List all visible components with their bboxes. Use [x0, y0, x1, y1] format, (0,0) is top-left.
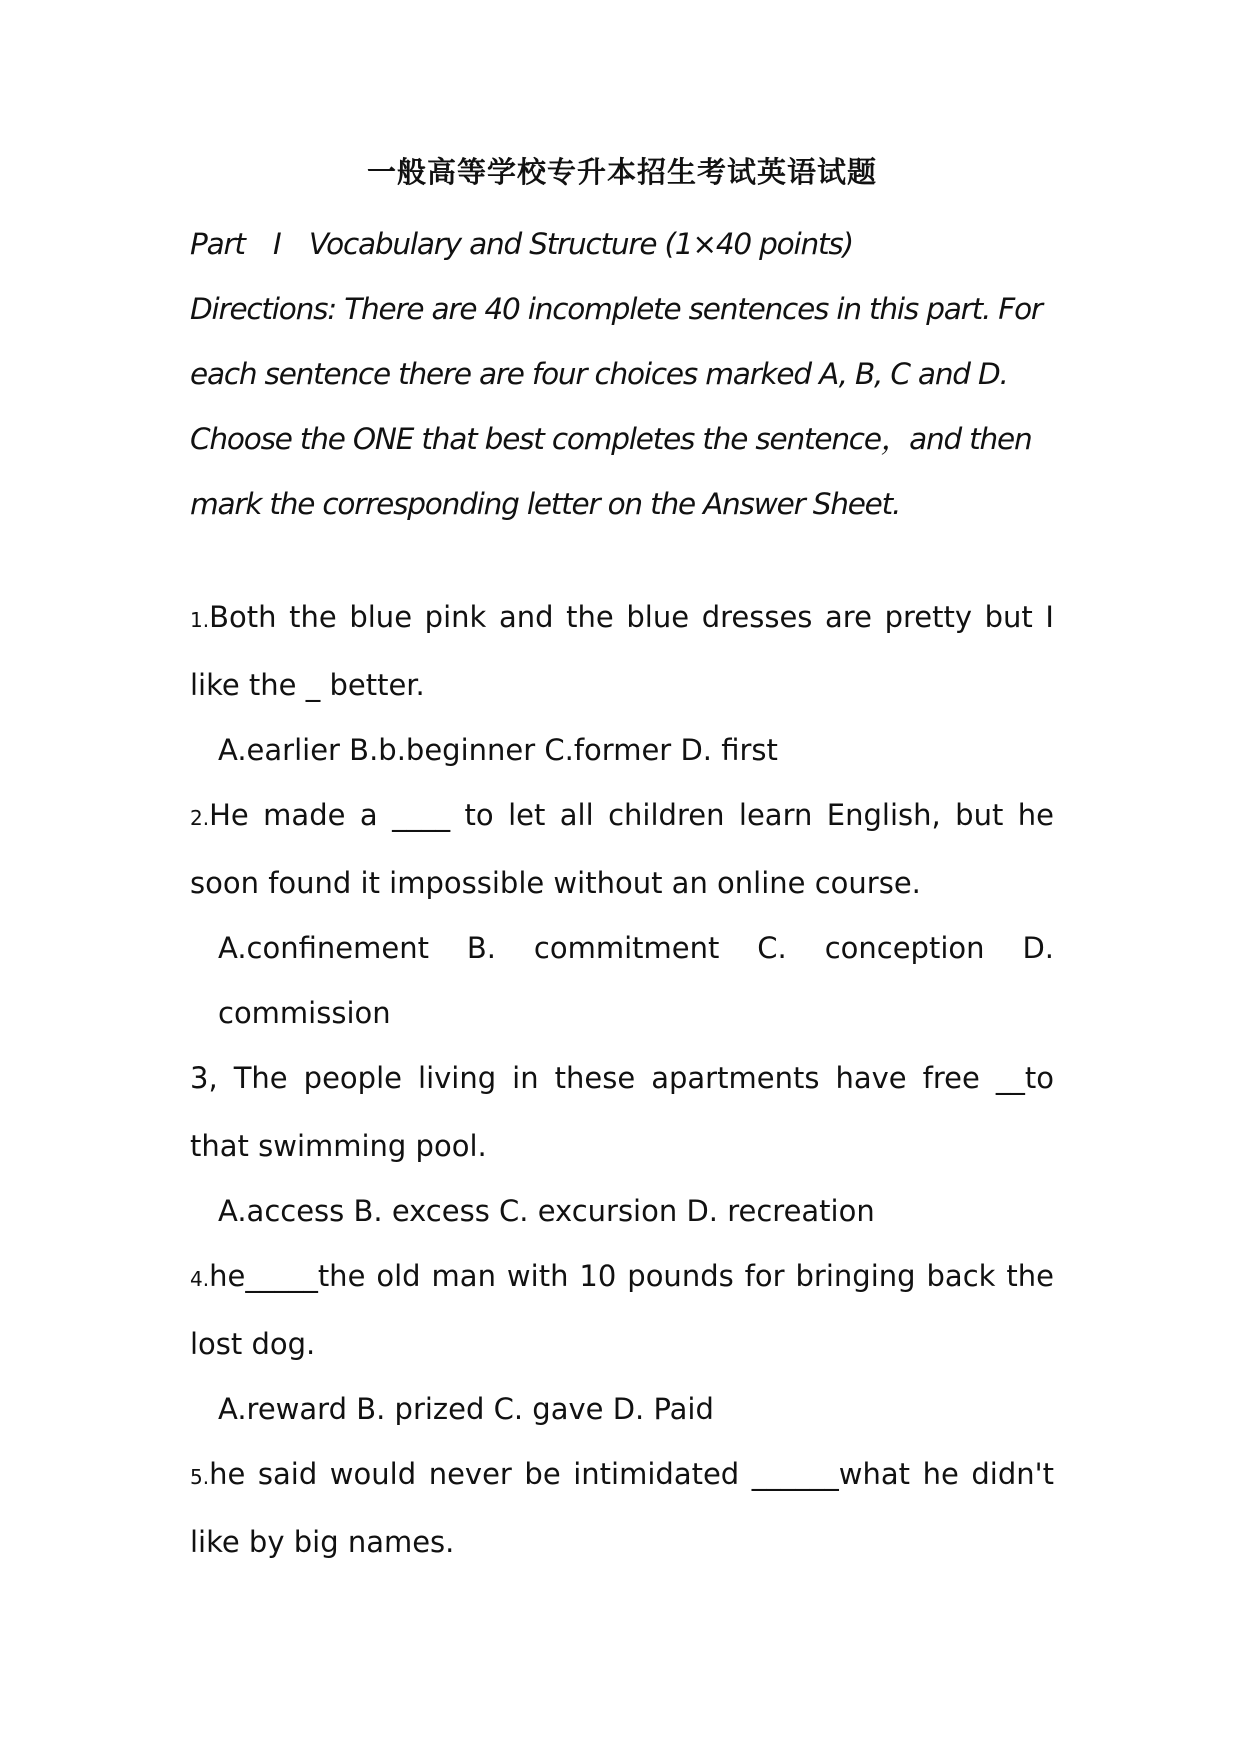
- question-text: 3, The people living in these apartments have free __to that swimming pool.: [190, 1061, 1054, 1163]
- question-list: [190, 585, 1054, 1575]
- question-4: [190, 1244, 1054, 1442]
- question-number: 1.: [190, 608, 210, 632]
- question-text: Both the blue pink and the blue dresses are pretty but I like the _ better.: [190, 600, 1054, 702]
- question-text: he said would never be intimidated ______what he didn't like by big names.: [190, 1457, 1054, 1559]
- question-5: [190, 1442, 1054, 1575]
- question-stem: [190, 1442, 1054, 1575]
- document-page: [190, 150, 1054, 1575]
- question-number: 5.: [190, 1465, 210, 1489]
- directions-text: Directions: There are 40 incomplete sentences in this part. For each sentence there are four choices marked A, B, C and D. Choose the ONE that best completes the sentence，and then mark the corresponding letter on the Answer Sheet.: [190, 292, 1042, 521]
- question-options: A.reward B. prized C. gave D. Paid: [218, 1392, 714, 1426]
- question-options: A.access B. excess C. excursion D. recreation: [218, 1194, 875, 1228]
- question-stem: [190, 585, 1054, 718]
- question-2: [190, 783, 1054, 1046]
- question-number: 2.: [190, 806, 210, 830]
- question-options: A.confinement B. commitment C. conception D. commission: [218, 931, 1054, 1030]
- question-text: he_____the old man with 10 pounds for bringing back the lost dog.: [190, 1259, 1054, 1361]
- question-text: He made a ____ to let all children learn English, but he soon found it impossible without an online course.: [190, 798, 1054, 900]
- question-stem: [190, 1244, 1054, 1377]
- question-3: [190, 1046, 1054, 1244]
- question-options: A.earlier B.b.beginner C.former D. first: [218, 733, 778, 767]
- part-heading: Part Ⅰ Vocabulary and Structure (1×40 points): [190, 227, 853, 261]
- document-title: 一般高等学校专升本招生考试英语试题: [366, 155, 877, 189]
- question-1: [190, 585, 1054, 783]
- question-number: 4.: [190, 1267, 210, 1291]
- question-stem: [190, 783, 1054, 916]
- question-stem: [190, 1046, 1054, 1179]
